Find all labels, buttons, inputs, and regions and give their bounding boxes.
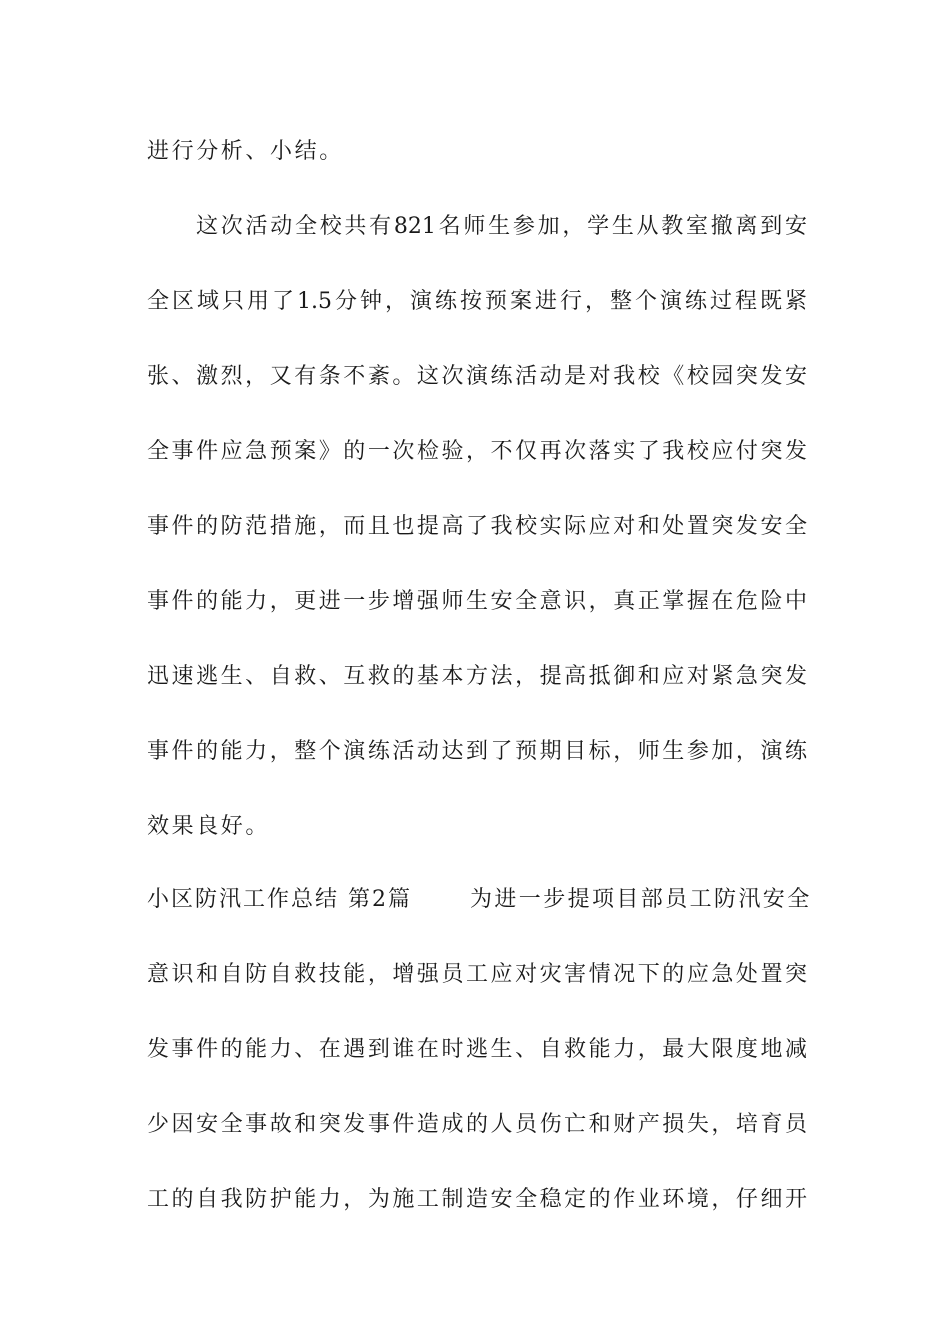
paragraph-1-tail: 进行分析、小结。 xyxy=(147,139,344,164)
paragraph-2-line-6: 事件的能力，更进一步增强师生安全意识，真正掌握在危险中 xyxy=(147,589,807,614)
section-2-first-line-rest: 为进一步提项目部员工防汛安全 xyxy=(470,887,812,912)
paragraph-2-line-7: 迅速逃生、自救、互救的基本方法，提高抵御和应对紧急突发 xyxy=(147,664,807,689)
paragraph-2-line-5: 事件的防范措施，而且也提高了我校实际应对和处置突发安全 xyxy=(147,514,807,539)
paragraph-2-line-2: 全区域只用了1.5分钟，演练按预案进行，整个演练过程既紧 xyxy=(147,289,807,314)
section-2-line-3: 发事件的能力、在遇到谁在时逃生、自救能力，最大限度地减 xyxy=(147,1037,807,1062)
paragraph-2-line-4: 全事件应急预案》的一次检验，不仅再次落实了我校应付突发 xyxy=(147,439,807,464)
section-2-first-line xyxy=(147,885,812,915)
section-2-line-5: 工的自我防护能力，为施工制造安全稳定的作业环境，仔细开 xyxy=(147,1187,807,1212)
paragraph-2-line-9: 效果良好。 xyxy=(147,814,271,839)
section-2-line-2: 意识和自防自救技能，增强员工应对灾害情况下的应急处置突 xyxy=(147,962,807,987)
section-2-heading: 小区防汛工作总结 第2篇 xyxy=(147,887,412,912)
section-2-line-4: 少因安全事故和突发事件造成的人员伤亡和财产损失，培育员 xyxy=(147,1112,807,1137)
paragraph-2-line-8: 事件的能力，整个演练活动达到了预期目标，师生参加，演练 xyxy=(147,739,807,764)
paragraph-2-line-3: 张、激烈，又有条不紊。这次演练活动是对我校《校园突发安 xyxy=(147,364,807,389)
paragraph-2-line-1: 这次活动全校共有821名师生参加，学生从教室撤离到安 xyxy=(196,214,807,239)
